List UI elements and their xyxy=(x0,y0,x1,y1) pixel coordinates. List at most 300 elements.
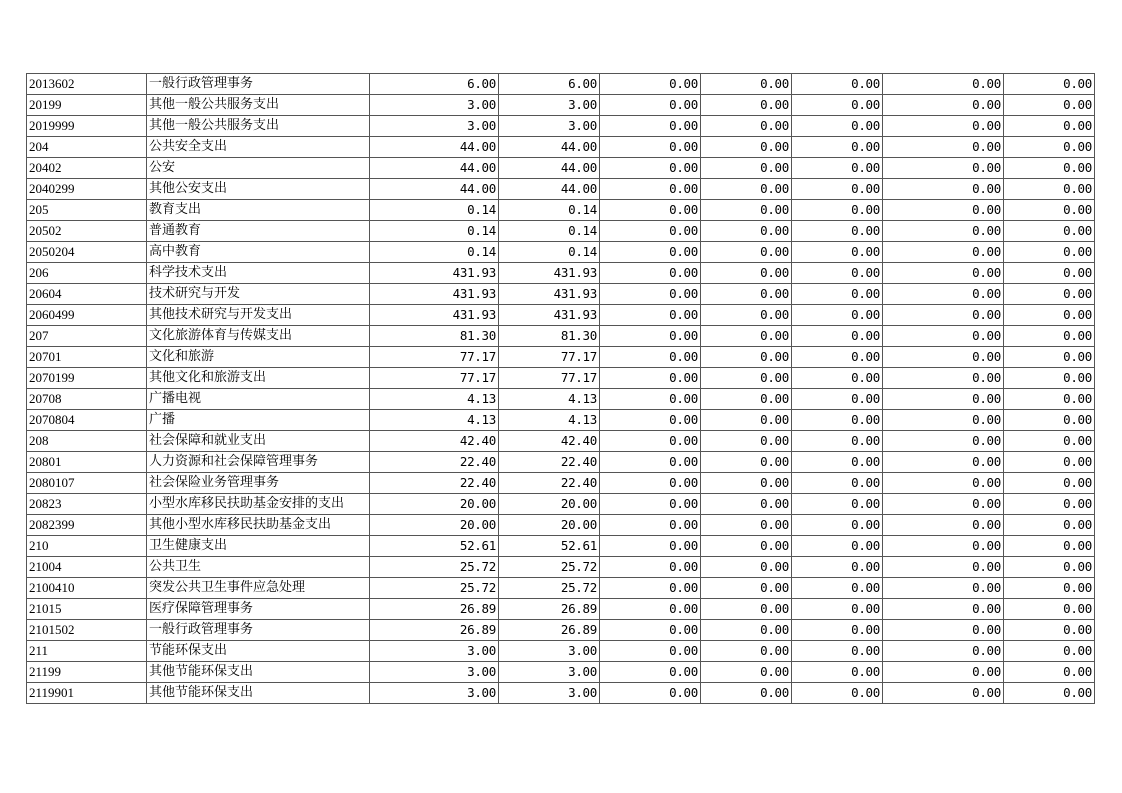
amount-cell: 4.13 xyxy=(499,389,600,410)
amount-cell: 0.00 xyxy=(600,536,701,557)
amount-cell: 0.00 xyxy=(883,536,1004,557)
amount-cell: 0.00 xyxy=(701,662,792,683)
subject-name-cell: 其他节能环保支出 xyxy=(147,662,370,683)
amount-cell: 0.00 xyxy=(701,221,792,242)
amount-cell: 0.00 xyxy=(701,410,792,431)
amount-cell: 0.00 xyxy=(883,578,1004,599)
amount-cell: 0.00 xyxy=(701,557,792,578)
amount-cell: 0.00 xyxy=(600,662,701,683)
amount-cell: 0.00 xyxy=(701,452,792,473)
amount-cell: 0.00 xyxy=(792,641,883,662)
subject-name-cell: 科学技术支出 xyxy=(147,263,370,284)
subject-name-cell: 社会保障和就业支出 xyxy=(147,431,370,452)
amount-cell: 77.17 xyxy=(370,347,499,368)
amount-cell: 0.00 xyxy=(1004,641,1095,662)
amount-cell: 0.00 xyxy=(701,326,792,347)
table-row xyxy=(27,200,1095,221)
amount-cell: 0.00 xyxy=(792,158,883,179)
table-row xyxy=(27,620,1095,641)
subject-code-cell: 2040299 xyxy=(27,179,147,200)
amount-cell: 0.00 xyxy=(600,326,701,347)
amount-cell: 0.00 xyxy=(600,305,701,326)
amount-cell: 0.14 xyxy=(499,242,600,263)
amount-cell: 0.14 xyxy=(370,221,499,242)
amount-cell: 44.00 xyxy=(370,179,499,200)
amount-cell: 0.00 xyxy=(1004,578,1095,599)
amount-cell: 42.40 xyxy=(370,431,499,452)
amount-cell: 77.17 xyxy=(370,368,499,389)
amount-cell: 0.00 xyxy=(792,95,883,116)
amount-cell: 0.00 xyxy=(701,578,792,599)
table-row xyxy=(27,431,1095,452)
amount-cell: 0.00 xyxy=(1004,410,1095,431)
subject-code-cell: 207 xyxy=(27,326,147,347)
subject-code-cell: 20708 xyxy=(27,389,147,410)
amount-cell: 26.89 xyxy=(499,620,600,641)
amount-cell: 0.00 xyxy=(792,368,883,389)
amount-cell: 0.00 xyxy=(1004,137,1095,158)
amount-cell: 20.00 xyxy=(499,515,600,536)
subject-code-cell: 2100410 xyxy=(27,578,147,599)
amount-cell: 0.00 xyxy=(600,137,701,158)
subject-name-cell: 一般行政管理事务 xyxy=(147,74,370,95)
amount-cell: 0.00 xyxy=(883,158,1004,179)
subject-code-cell: 2070804 xyxy=(27,410,147,431)
amount-cell: 0.00 xyxy=(600,557,701,578)
table-row xyxy=(27,74,1095,95)
amount-cell: 0.00 xyxy=(600,494,701,515)
subject-name-cell: 其他技术研究与开发支出 xyxy=(147,305,370,326)
amount-cell: 0.00 xyxy=(883,620,1004,641)
amount-cell: 0.00 xyxy=(792,347,883,368)
amount-cell: 0.00 xyxy=(600,473,701,494)
table-row xyxy=(27,557,1095,578)
amount-cell: 0.00 xyxy=(1004,116,1095,137)
table-row xyxy=(27,641,1095,662)
subject-name-cell: 广播电视 xyxy=(147,389,370,410)
subject-code-cell: 21004 xyxy=(27,557,147,578)
amount-cell: 0.00 xyxy=(792,284,883,305)
amount-cell: 0.00 xyxy=(883,389,1004,410)
amount-cell: 0.00 xyxy=(701,599,792,620)
amount-cell: 0.00 xyxy=(792,221,883,242)
amount-cell: 0.00 xyxy=(600,410,701,431)
subject-code-cell: 208 xyxy=(27,431,147,452)
amount-cell: 0.00 xyxy=(1004,179,1095,200)
table-row xyxy=(27,284,1095,305)
table-row xyxy=(27,179,1095,200)
amount-cell: 0.00 xyxy=(883,683,1004,704)
amount-cell: 0.00 xyxy=(1004,242,1095,263)
amount-cell: 0.00 xyxy=(600,368,701,389)
amount-cell: 0.00 xyxy=(701,263,792,284)
table-row xyxy=(27,242,1095,263)
subject-name-cell: 教育支出 xyxy=(147,200,370,221)
amount-cell: 0.00 xyxy=(792,620,883,641)
amount-cell: 0.00 xyxy=(701,368,792,389)
amount-cell: 25.72 xyxy=(499,557,600,578)
amount-cell: 0.14 xyxy=(499,221,600,242)
amount-cell: 0.00 xyxy=(701,179,792,200)
subject-code-cell: 21015 xyxy=(27,599,147,620)
subject-code-cell: 2060499 xyxy=(27,305,147,326)
table-row xyxy=(27,578,1095,599)
subject-name-cell: 文化和旅游 xyxy=(147,347,370,368)
amount-cell: 25.72 xyxy=(370,557,499,578)
amount-cell: 0.00 xyxy=(883,137,1004,158)
amount-cell: 0.00 xyxy=(600,515,701,536)
amount-cell: 0.00 xyxy=(883,326,1004,347)
table-row xyxy=(27,158,1095,179)
subject-name-cell: 公共卫生 xyxy=(147,557,370,578)
table-row xyxy=(27,389,1095,410)
amount-cell: 0.00 xyxy=(883,641,1004,662)
amount-cell: 0.00 xyxy=(792,515,883,536)
amount-cell: 0.00 xyxy=(883,200,1004,221)
amount-cell: 0.00 xyxy=(883,662,1004,683)
subject-name-cell: 公安 xyxy=(147,158,370,179)
amount-cell: 0.00 xyxy=(792,452,883,473)
subject-name-cell: 卫生健康支出 xyxy=(147,536,370,557)
amount-cell: 4.13 xyxy=(370,389,499,410)
subject-name-cell: 高中教育 xyxy=(147,242,370,263)
subject-code-cell: 21199 xyxy=(27,662,147,683)
amount-cell: 0.00 xyxy=(883,95,1004,116)
amount-cell: 0.00 xyxy=(600,683,701,704)
amount-cell: 0.00 xyxy=(600,179,701,200)
subject-name-cell: 小型水库移民扶助基金安排的支出 xyxy=(147,494,370,515)
amount-cell: 0.00 xyxy=(883,221,1004,242)
amount-cell: 0.00 xyxy=(792,116,883,137)
amount-cell: 0.00 xyxy=(883,452,1004,473)
amount-cell: 0.00 xyxy=(792,305,883,326)
amount-cell: 0.00 xyxy=(1004,284,1095,305)
table-row xyxy=(27,599,1095,620)
table-row xyxy=(27,368,1095,389)
amount-cell: 0.00 xyxy=(701,620,792,641)
amount-cell: 0.00 xyxy=(792,389,883,410)
amount-cell: 0.00 xyxy=(883,368,1004,389)
table-row xyxy=(27,326,1095,347)
amount-cell: 0.00 xyxy=(792,263,883,284)
amount-cell: 0.00 xyxy=(1004,536,1095,557)
subject-name-cell: 广播 xyxy=(147,410,370,431)
amount-cell: 0.00 xyxy=(883,473,1004,494)
amount-cell: 0.00 xyxy=(1004,263,1095,284)
subject-code-cell: 210 xyxy=(27,536,147,557)
amount-cell: 3.00 xyxy=(370,95,499,116)
amount-cell: 0.00 xyxy=(792,326,883,347)
amount-cell: 0.00 xyxy=(1004,683,1095,704)
amount-cell: 0.00 xyxy=(792,557,883,578)
subject-name-cell: 其他小型水库移民扶助基金支出 xyxy=(147,515,370,536)
subject-name-cell: 普通教育 xyxy=(147,221,370,242)
table-row xyxy=(27,662,1095,683)
amount-cell: 3.00 xyxy=(370,683,499,704)
amount-cell: 20.00 xyxy=(370,494,499,515)
amount-cell: 81.30 xyxy=(370,326,499,347)
table-row xyxy=(27,116,1095,137)
amount-cell: 0.00 xyxy=(883,305,1004,326)
amount-cell: 0.00 xyxy=(792,242,883,263)
subject-code-cell: 2101502 xyxy=(27,620,147,641)
amount-cell: 0.00 xyxy=(701,683,792,704)
amount-cell: 0.00 xyxy=(1004,95,1095,116)
subject-name-cell: 公共安全支出 xyxy=(147,137,370,158)
amount-cell: 0.00 xyxy=(600,620,701,641)
amount-cell: 0.00 xyxy=(792,599,883,620)
amount-cell: 0.00 xyxy=(1004,473,1095,494)
amount-cell: 0.00 xyxy=(1004,326,1095,347)
amount-cell: 0.14 xyxy=(370,200,499,221)
amount-cell: 0.00 xyxy=(1004,515,1095,536)
amount-cell: 52.61 xyxy=(499,536,600,557)
amount-cell: 3.00 xyxy=(499,116,600,137)
amount-cell: 77.17 xyxy=(499,368,600,389)
amount-cell: 0.00 xyxy=(701,200,792,221)
amount-cell: 0.00 xyxy=(883,515,1004,536)
subject-code-cell: 2013602 xyxy=(27,74,147,95)
amount-cell: 0.00 xyxy=(600,641,701,662)
amount-cell: 22.40 xyxy=(370,473,499,494)
subject-name-cell: 其他一般公共服务支出 xyxy=(147,95,370,116)
amount-cell: 0.00 xyxy=(600,158,701,179)
amount-cell: 26.89 xyxy=(499,599,600,620)
amount-cell: 0.00 xyxy=(1004,74,1095,95)
amount-cell: 4.13 xyxy=(370,410,499,431)
amount-cell: 0.00 xyxy=(792,179,883,200)
amount-cell: 0.00 xyxy=(600,116,701,137)
subject-name-cell: 文化旅游体育与传媒支出 xyxy=(147,326,370,347)
amount-cell: 44.00 xyxy=(370,158,499,179)
expenditure-table xyxy=(26,73,1095,704)
amount-cell: 0.00 xyxy=(701,95,792,116)
subject-code-cell: 20199 xyxy=(27,95,147,116)
subject-name-cell: 社会保险业务管理事务 xyxy=(147,473,370,494)
amount-cell: 0.00 xyxy=(701,515,792,536)
amount-cell: 0.00 xyxy=(600,263,701,284)
subject-code-cell: 2050204 xyxy=(27,242,147,263)
amount-cell: 0.00 xyxy=(883,263,1004,284)
amount-cell: 0.00 xyxy=(600,95,701,116)
amount-cell: 0.00 xyxy=(792,74,883,95)
amount-cell: 0.00 xyxy=(1004,599,1095,620)
amount-cell: 0.00 xyxy=(883,347,1004,368)
amount-cell: 42.40 xyxy=(499,431,600,452)
table-row xyxy=(27,221,1095,242)
subject-code-cell: 206 xyxy=(27,263,147,284)
table-row xyxy=(27,473,1095,494)
subject-name-cell: 突发公共卫生事件应急处理 xyxy=(147,578,370,599)
table-row xyxy=(27,536,1095,557)
amount-cell: 431.93 xyxy=(499,284,600,305)
amount-cell: 20.00 xyxy=(370,515,499,536)
table-row xyxy=(27,494,1095,515)
subject-code-cell: 20801 xyxy=(27,452,147,473)
amount-cell: 0.00 xyxy=(792,137,883,158)
amount-cell: 3.00 xyxy=(499,683,600,704)
subject-name-cell: 医疗保障管理事务 xyxy=(147,599,370,620)
amount-cell: 0.00 xyxy=(701,494,792,515)
amount-cell: 0.00 xyxy=(701,74,792,95)
table-row xyxy=(27,305,1095,326)
subject-code-cell: 204 xyxy=(27,137,147,158)
amount-cell: 22.40 xyxy=(499,452,600,473)
amount-cell: 26.89 xyxy=(370,599,499,620)
table-row xyxy=(27,137,1095,158)
subject-code-cell: 2119901 xyxy=(27,683,147,704)
amount-cell: 0.00 xyxy=(792,494,883,515)
amount-cell: 431.93 xyxy=(370,305,499,326)
amount-cell: 3.00 xyxy=(499,95,600,116)
amount-cell: 4.13 xyxy=(499,410,600,431)
subject-code-cell: 20823 xyxy=(27,494,147,515)
subject-code-cell: 2019999 xyxy=(27,116,147,137)
subject-code-cell: 2082399 xyxy=(27,515,147,536)
table-row xyxy=(27,683,1095,704)
subject-code-cell: 20701 xyxy=(27,347,147,368)
subject-code-cell: 2080107 xyxy=(27,473,147,494)
amount-cell: 0.14 xyxy=(370,242,499,263)
amount-cell: 0.00 xyxy=(600,242,701,263)
table-row xyxy=(27,515,1095,536)
table-row xyxy=(27,263,1095,284)
amount-cell: 0.00 xyxy=(883,74,1004,95)
amount-cell: 0.00 xyxy=(1004,200,1095,221)
amount-cell: 3.00 xyxy=(370,116,499,137)
amount-cell: 0.00 xyxy=(600,452,701,473)
amount-cell: 0.00 xyxy=(600,578,701,599)
amount-cell: 0.00 xyxy=(792,662,883,683)
amount-cell: 25.72 xyxy=(499,578,600,599)
subject-name-cell: 其他文化和旅游支出 xyxy=(147,368,370,389)
amount-cell: 431.93 xyxy=(499,263,600,284)
amount-cell: 431.93 xyxy=(370,263,499,284)
amount-cell: 44.00 xyxy=(499,158,600,179)
subject-name-cell: 其他公安支出 xyxy=(147,179,370,200)
amount-cell: 0.00 xyxy=(701,536,792,557)
amount-cell: 0.00 xyxy=(883,599,1004,620)
amount-cell: 6.00 xyxy=(499,74,600,95)
subject-name-cell: 节能环保支出 xyxy=(147,641,370,662)
table-row xyxy=(27,452,1095,473)
amount-cell: 0.00 xyxy=(701,641,792,662)
amount-cell: 0.00 xyxy=(883,116,1004,137)
amount-cell: 0.00 xyxy=(1004,662,1095,683)
amount-cell: 0.00 xyxy=(1004,494,1095,515)
amount-cell: 0.00 xyxy=(701,284,792,305)
subject-code-cell: 205 xyxy=(27,200,147,221)
amount-cell: 0.00 xyxy=(792,683,883,704)
amount-cell: 0.00 xyxy=(792,578,883,599)
amount-cell: 0.00 xyxy=(883,284,1004,305)
amount-cell: 0.00 xyxy=(600,74,701,95)
amount-cell: 3.00 xyxy=(370,662,499,683)
amount-cell: 0.00 xyxy=(1004,620,1095,641)
subject-name-cell: 技术研究与开发 xyxy=(147,284,370,305)
amount-cell: 0.00 xyxy=(701,305,792,326)
table-row xyxy=(27,347,1095,368)
amount-cell: 0.00 xyxy=(883,431,1004,452)
amount-cell: 44.00 xyxy=(499,137,600,158)
amount-cell: 77.17 xyxy=(499,347,600,368)
amount-cell: 0.00 xyxy=(600,200,701,221)
amount-cell: 26.89 xyxy=(370,620,499,641)
amount-cell: 20.00 xyxy=(499,494,600,515)
amount-cell: 0.00 xyxy=(792,431,883,452)
subject-code-cell: 2070199 xyxy=(27,368,147,389)
table-row xyxy=(27,410,1095,431)
subject-name-cell: 其他一般公共服务支出 xyxy=(147,116,370,137)
amount-cell: 0.00 xyxy=(701,116,792,137)
amount-cell: 0.00 xyxy=(1004,389,1095,410)
amount-cell: 0.00 xyxy=(600,599,701,620)
table-row xyxy=(27,95,1095,116)
amount-cell: 0.00 xyxy=(792,410,883,431)
amount-cell: 0.00 xyxy=(1004,431,1095,452)
amount-cell: 6.00 xyxy=(370,74,499,95)
amount-cell: 0.00 xyxy=(701,389,792,410)
amount-cell: 0.00 xyxy=(701,158,792,179)
amount-cell: 0.00 xyxy=(883,410,1004,431)
amount-cell: 22.40 xyxy=(370,452,499,473)
amount-cell: 0.00 xyxy=(883,557,1004,578)
amount-cell: 0.00 xyxy=(883,494,1004,515)
amount-cell: 0.00 xyxy=(1004,557,1095,578)
amount-cell: 0.00 xyxy=(701,473,792,494)
amount-cell: 0.00 xyxy=(883,179,1004,200)
amount-cell: 0.00 xyxy=(1004,158,1095,179)
amount-cell: 431.93 xyxy=(370,284,499,305)
amount-cell: 0.00 xyxy=(792,473,883,494)
subject-code-cell: 20604 xyxy=(27,284,147,305)
amount-cell: 3.00 xyxy=(499,641,600,662)
amount-cell: 0.00 xyxy=(600,389,701,410)
subject-name-cell: 人力资源和社会保障管理事务 xyxy=(147,452,370,473)
subject-code-cell: 211 xyxy=(27,641,147,662)
amount-cell: 0.00 xyxy=(1004,368,1095,389)
amount-cell: 0.00 xyxy=(701,347,792,368)
amount-cell: 44.00 xyxy=(499,179,600,200)
amount-cell: 3.00 xyxy=(499,662,600,683)
amount-cell: 3.00 xyxy=(370,641,499,662)
amount-cell: 0.00 xyxy=(1004,347,1095,368)
amount-cell: 0.00 xyxy=(1004,305,1095,326)
amount-cell: 0.00 xyxy=(701,137,792,158)
amount-cell: 0.00 xyxy=(701,431,792,452)
amount-cell: 0.00 xyxy=(600,347,701,368)
amount-cell: 431.93 xyxy=(499,305,600,326)
amount-cell: 0.00 xyxy=(600,221,701,242)
amount-cell: 44.00 xyxy=(370,137,499,158)
subject-name-cell: 一般行政管理事务 xyxy=(147,620,370,641)
amount-cell: 0.00 xyxy=(600,284,701,305)
amount-cell: 81.30 xyxy=(499,326,600,347)
amount-cell: 0.14 xyxy=(499,200,600,221)
amount-cell: 0.00 xyxy=(1004,221,1095,242)
amount-cell: 22.40 xyxy=(499,473,600,494)
amount-cell: 0.00 xyxy=(1004,452,1095,473)
amount-cell: 0.00 xyxy=(883,242,1004,263)
amount-cell: 25.72 xyxy=(370,578,499,599)
subject-code-cell: 20502 xyxy=(27,221,147,242)
amount-cell: 52.61 xyxy=(370,536,499,557)
amount-cell: 0.00 xyxy=(701,242,792,263)
subject-code-cell: 20402 xyxy=(27,158,147,179)
amount-cell: 0.00 xyxy=(792,200,883,221)
subject-name-cell: 其他节能环保支出 xyxy=(147,683,370,704)
amount-cell: 0.00 xyxy=(600,431,701,452)
